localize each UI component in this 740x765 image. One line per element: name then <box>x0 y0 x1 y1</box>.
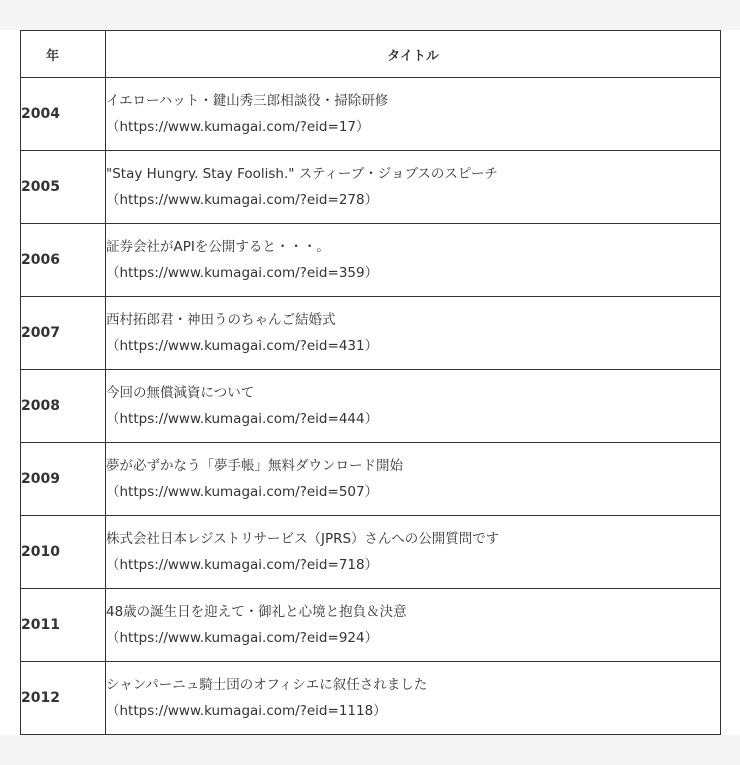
column-header-title: タイトル <box>106 31 721 78</box>
title-cell <box>106 297 721 370</box>
table-row <box>21 224 721 297</box>
entry-url: （https://www.kumagai.com/?eid=17） <box>106 119 370 135</box>
entry-title: 夢が必ずかなう「夢手帳」無料ダウンロード開始 <box>106 458 403 474</box>
title-cell <box>106 151 721 224</box>
entry-url: （https://www.kumagai.com/?eid=278） <box>106 192 379 208</box>
entry-title: シャンパーニュ騎士団のオフィシエに叙任されました <box>106 677 428 693</box>
title-cell <box>106 516 721 589</box>
table-row <box>21 589 721 662</box>
table-row <box>21 662 721 735</box>
entry-url: （https://www.kumagai.com/?eid=444） <box>106 411 379 427</box>
column-header-year: 年 <box>21 31 106 78</box>
year-cell: 2005 <box>21 151 106 224</box>
entry-title: "Stay Hungry. Stay Foolish." スティーブ・ジョブスのスピーチ <box>106 166 498 182</box>
title-cell <box>106 443 721 516</box>
year-cell: 2004 <box>21 78 106 151</box>
table-row <box>21 516 721 589</box>
entry-title: イエローハット・鍵山秀三郎相談役・掃除研修 <box>106 93 389 109</box>
entry-url: （https://www.kumagai.com/?eid=718） <box>106 557 379 573</box>
year-cell: 2006 <box>21 224 106 297</box>
table-row <box>21 78 721 151</box>
year-title-table <box>20 30 721 735</box>
entry-title: 西村拓郎君・神田うのちゃんご結婚式 <box>106 312 336 328</box>
year-cell: 2009 <box>21 443 106 516</box>
entry-title: 株式会社日本レジストリサービス（JPRS）さんへの公開質問です <box>106 531 500 547</box>
title-cell <box>106 589 721 662</box>
year-cell: 2008 <box>21 370 106 443</box>
entry-url: （https://www.kumagai.com/?eid=359） <box>106 265 379 281</box>
table-row <box>21 151 721 224</box>
content-area <box>0 30 740 735</box>
table-row <box>21 297 721 370</box>
entry-title: 48歳の誕生日を迎えて・御礼と心境と抱負＆決意 <box>106 604 407 620</box>
title-cell <box>106 224 721 297</box>
entry-url: （https://www.kumagai.com/?eid=431） <box>106 338 379 354</box>
year-cell: 2007 <box>21 297 106 370</box>
title-cell <box>106 78 721 151</box>
year-cell: 2010 <box>21 516 106 589</box>
title-cell <box>106 662 721 735</box>
title-cell <box>106 370 721 443</box>
table-row <box>21 443 721 516</box>
year-cell: 2012 <box>21 662 106 735</box>
entry-title: 今回の無償減資について <box>106 385 255 401</box>
year-cell: 2011 <box>21 589 106 662</box>
entry-url: （https://www.kumagai.com/?eid=1118） <box>106 703 387 719</box>
entry-title: 証券会社がAPIを公開すると・・・。 <box>106 239 330 255</box>
table-row <box>21 370 721 443</box>
entry-url: （https://www.kumagai.com/?eid=924） <box>106 630 379 646</box>
table-header-row <box>21 31 721 78</box>
entry-url: （https://www.kumagai.com/?eid=507） <box>106 484 379 500</box>
